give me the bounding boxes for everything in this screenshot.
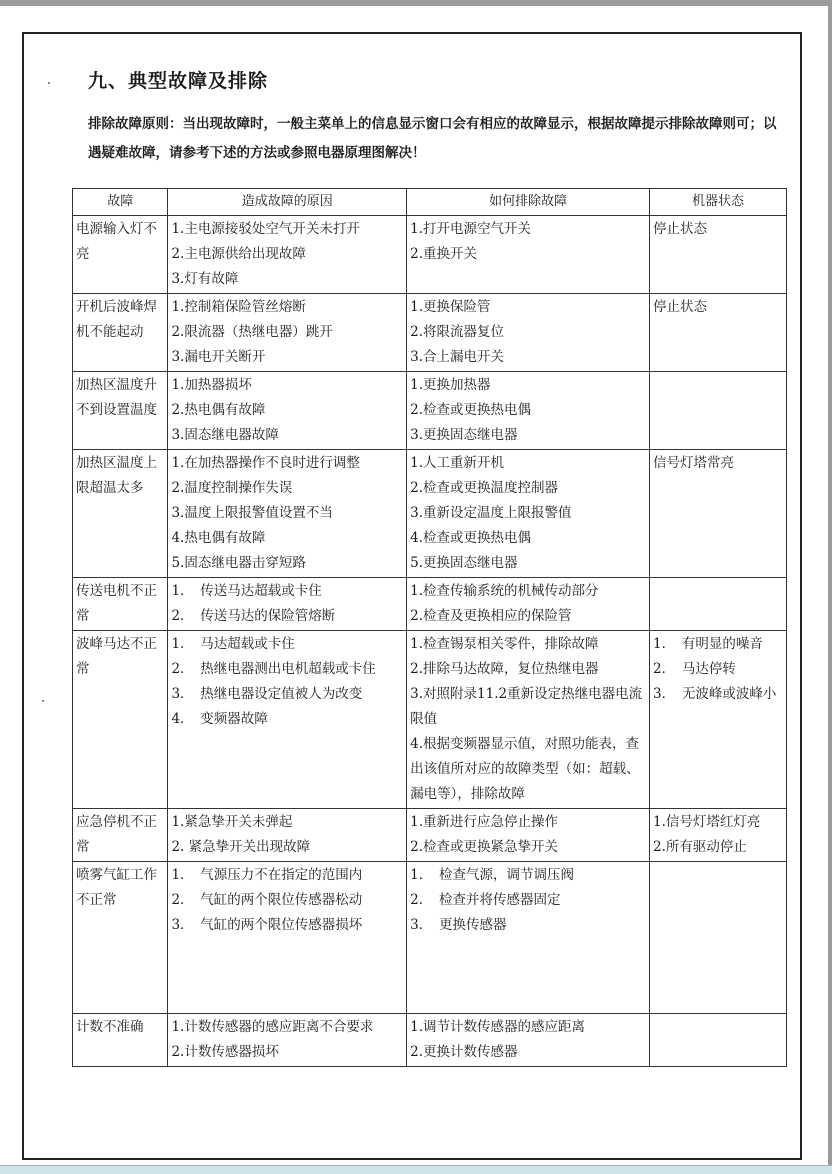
table-row: [73, 809, 787, 862]
causes-cell: [168, 1014, 407, 1067]
solutions-item: 1.检查锡泵相关零件，排除故障: [410, 636, 599, 652]
status-item: 信号灯塔常亮: [652, 455, 734, 471]
causes-item: 3.固态继电器故障: [171, 427, 279, 443]
solutions-item: 4.检查或更换热电偶: [410, 530, 532, 546]
table-row: [73, 216, 787, 294]
causes-item: 2.限流器（热继电器）跳开: [171, 324, 333, 340]
status-cell: [649, 809, 786, 862]
scan-speck: [42, 700, 44, 702]
status-cell: [649, 372, 786, 450]
header-fault: 故障: [73, 189, 168, 216]
solutions-item: 2． 检查并将传感器固定: [410, 892, 561, 908]
solutions-cell: [407, 294, 650, 372]
causes-item: 3． 热继电器设定值被人为改变: [171, 686, 363, 702]
solutions-item: 1． 检查气源，调节调压阀: [410, 867, 574, 883]
table-header-row: [73, 189, 787, 216]
status-cell: [649, 216, 786, 294]
causes-item: 1． 气源压力不在指定的范围内: [171, 867, 363, 883]
troubleshooting-table: [72, 188, 787, 1067]
intro-paragraph: 排除故障原则：当出现故障时，一般主菜单上的信息显示窗口会有相应的故障显示，根据故障提示排除故障则可；以遇疑难故障，请参考下述的方法或参照电器原理图解决！: [88, 116, 777, 161]
solutions-cell: [407, 631, 650, 809]
causes-item: 1.加热器损坏: [171, 377, 252, 393]
solutions-item: 2.检查或更换紧急挚开关: [410, 839, 559, 855]
solutions-item: 3.更换固态继电器: [410, 427, 518, 443]
solutions-item: 2.检查或更换温度控制器: [410, 480, 559, 496]
causes-item: 2.主电源供给出现故障: [171, 246, 306, 262]
fault-cell: 电源输入灯不亮: [73, 216, 168, 294]
solutions-item: 4.根据变频器显示值，对照功能表，查出该值所对应的故障类型（如：超载、漏电等），排除故障: [410, 736, 640, 802]
solutions-item: 5.更换固态继电器: [410, 555, 518, 571]
causes-item: 1.紧急挚开关未弹起: [171, 814, 293, 830]
table-row: [73, 294, 787, 372]
causes-item: 2.温度控制操作失误: [171, 480, 293, 496]
status-item: 1． 有明显的噪音: [652, 636, 763, 652]
solutions-item: 1.人工重新开机: [410, 455, 505, 471]
table-row: [73, 862, 787, 1014]
solutions-item: 1.更换保险管: [410, 299, 491, 315]
status-item: 2.所有驱动停止: [652, 839, 747, 855]
causes-cell: [168, 631, 407, 809]
fault-cell: 加热区温度升不到设置温度: [73, 372, 168, 450]
viewer-scrollbar[interactable]: [828, 0, 832, 1174]
table-row: [73, 1014, 787, 1067]
solutions-item: 2.检查及更换相应的保险管: [410, 608, 572, 624]
status-cell: [649, 578, 786, 631]
table-row: [73, 450, 787, 578]
solutions-item: 3.重新设定温度上限报警值: [410, 505, 572, 521]
viewer-top-bar: [0, 0, 832, 6]
causes-item: 2． 传送马达的保险管熔断: [171, 608, 336, 624]
solutions-cell: [407, 372, 650, 450]
solutions-cell: [407, 578, 650, 631]
status-item: 停止状态: [652, 221, 707, 237]
causes-item: 1.计数传感器的感应距离不合要求: [171, 1019, 374, 1035]
solutions-item: 1.检查传输系统的机械传动部分: [410, 583, 599, 599]
causes-item: 3.灯有故障: [171, 271, 239, 287]
causes-item: 2. 紧急挚开关出现故障: [171, 839, 311, 855]
status-cell: [649, 294, 786, 372]
solutions-item: 2.检查或更换热电偶: [410, 402, 532, 418]
causes-cell: [168, 809, 407, 862]
solutions-item: 1.打开电源空气开关: [410, 221, 532, 237]
causes-item: 2． 热继电器测出电机超载或卡住: [171, 661, 376, 677]
causes-item: 4． 变频器故障: [171, 711, 268, 727]
causes-item: 2． 气缸的两个限位传感器松动: [171, 892, 363, 908]
status-item: 3． 无波峰或波峰小: [652, 686, 777, 702]
causes-item: 4.热电偶有故障: [171, 530, 266, 546]
causes-item: 1． 马达超载或卡住: [171, 636, 295, 652]
fault-cell: 传送电机不正常: [73, 578, 168, 631]
solutions-cell: [407, 809, 650, 862]
viewer-bottom-strip: [0, 1165, 832, 1174]
status-cell: [649, 862, 786, 1014]
causes-item: 2.热电偶有故障: [171, 402, 266, 418]
solutions-item: 2.更换计数传感器: [410, 1044, 518, 1060]
solutions-item: 1.重新进行应急停止操作: [410, 814, 559, 830]
causes-cell: [168, 862, 407, 1014]
status-cell: [649, 631, 786, 809]
solutions-cell: [407, 450, 650, 578]
solutions-item: 3.对照附录11.2重新设定热继电器电流限值: [410, 686, 643, 727]
solutions-cell: [407, 216, 650, 294]
causes-item: 3.温度上限报警值设置不当: [171, 505, 333, 521]
causes-item: 5.固态继电器击穿短路: [171, 555, 306, 571]
status-item: 1.信号灯塔红灯亮: [652, 814, 761, 830]
table-row: [73, 631, 787, 809]
causes-item: 3.漏电开关断开: [171, 349, 266, 365]
causes-item: 1.在加热器操作不良时进行调整: [171, 455, 360, 471]
solutions-item: 3． 更换传感器: [410, 917, 507, 933]
status-item: 2． 马达停转: [652, 661, 736, 677]
header-cause: 造成故障的原因: [168, 189, 407, 216]
section-title: 九、典型故障及排除: [88, 70, 269, 92]
solutions-cell: [407, 862, 650, 1014]
solutions-item: 1.更换加热器: [410, 377, 491, 393]
header-solution: 如何排除故障: [407, 189, 650, 216]
causes-cell: [168, 578, 407, 631]
causes-item: 1.主电源接驳处空气开关未打开: [171, 221, 360, 237]
solutions-item: 2.重换开关: [410, 246, 478, 262]
status-item: 停止状态: [652, 299, 707, 315]
causes-item: 3． 气缸的两个限位传感器损坏: [171, 917, 363, 933]
solutions-item: 1.调节计数传感器的感应距离: [410, 1019, 586, 1035]
status-cell: [649, 450, 786, 578]
fault-cell: 波峰马达不正常: [73, 631, 168, 809]
table-body: [73, 216, 787, 1067]
fault-cell: 加热区温度上限超温太多: [73, 450, 168, 578]
table-row: [73, 578, 787, 631]
causes-cell: [168, 372, 407, 450]
fault-cell: 喷雾气缸工作不正常: [73, 862, 168, 1014]
solutions-cell: [407, 1014, 650, 1067]
fault-cell: 开机后波峰焊机不能起动: [73, 294, 168, 372]
causes-item: 2.计数传感器损坏: [171, 1044, 279, 1060]
table-row: [73, 372, 787, 450]
solutions-item: 3.合上漏电开关: [410, 349, 505, 365]
header-status: 机器状态: [649, 189, 786, 216]
status-cell: [649, 1014, 786, 1067]
causes-item: 1． 传送马达超载或卡住: [171, 583, 322, 599]
causes-cell: [168, 216, 407, 294]
causes-cell: [168, 450, 407, 578]
fault-cell: 计数不准确: [73, 1014, 168, 1067]
scan-speck: [48, 82, 50, 84]
causes-item: 1.控制箱保险管丝熔断: [171, 299, 306, 315]
fault-cell: 应急停机不正常: [73, 809, 168, 862]
causes-cell: [168, 294, 407, 372]
solutions-item: 2.排除马达故障，复位热继电器: [410, 661, 599, 677]
solutions-item: 2.将限流器复位: [410, 324, 505, 340]
